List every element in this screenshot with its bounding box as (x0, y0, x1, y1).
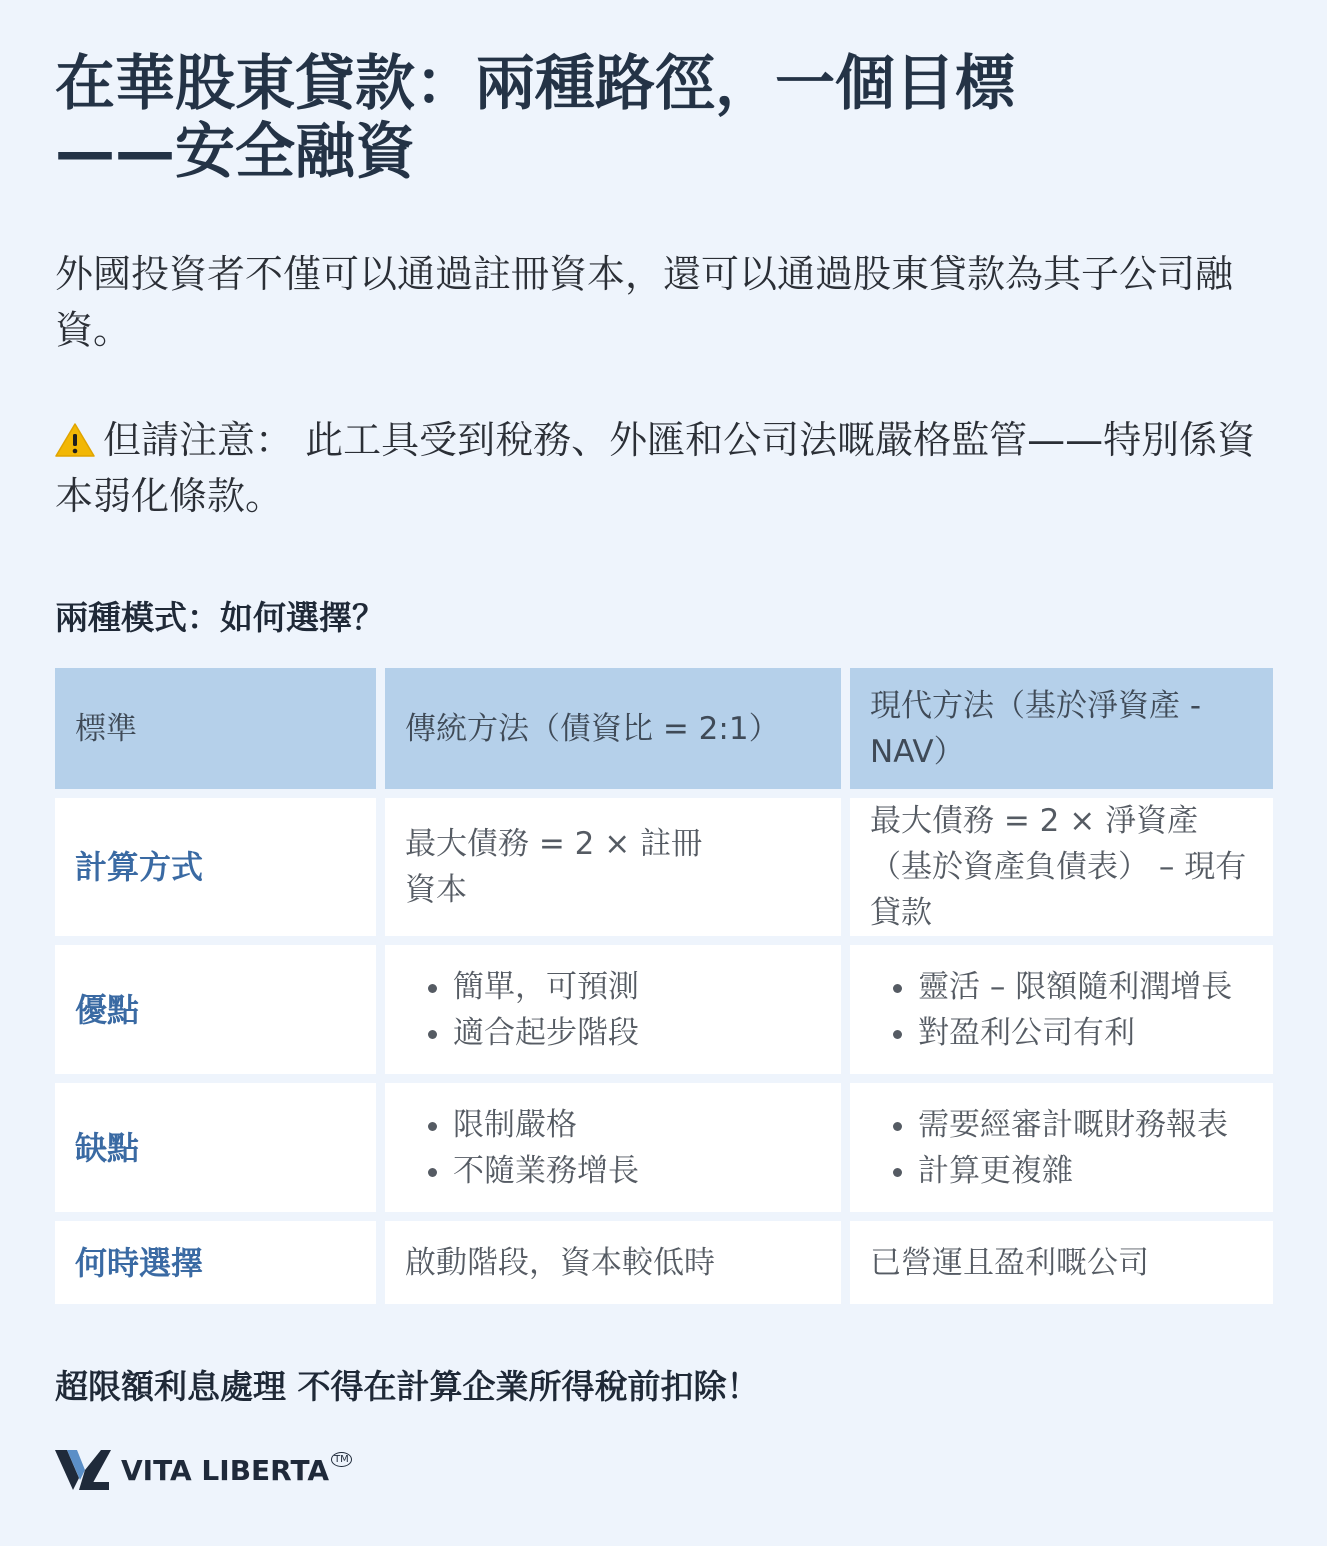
list-item: • 簡單，可預測 (453, 964, 821, 1010)
footer-note: 超限額利息處理 不得在計算企業所得稅前扣除！ (55, 1367, 760, 1406)
header-criterion: 標準 (55, 668, 385, 798)
list-item: • 計算更複雜 (918, 1148, 1253, 1194)
list-item: • 適合起步階段 (453, 1010, 821, 1056)
table-header-row (55, 668, 1273, 798)
bullet-list (405, 964, 821, 1056)
row-label-calculation: 計算方式 (55, 798, 385, 945)
intro-paragraph: 外國投資者不僅可以通過註冊資本，還可以通過股東貸款為其子公司融資。 (55, 252, 1234, 352)
cell-text: 最大債務 = 2 × 註冊資本 (405, 826, 703, 908)
warning-icon (55, 423, 95, 457)
list-item: • 不隨業務增長 (453, 1148, 821, 1194)
cell-traditional-cons (385, 1083, 850, 1221)
row-label-cons: 缺點 (55, 1083, 385, 1221)
table-row (55, 945, 1273, 1083)
cell-traditional-calculation (385, 798, 850, 945)
cell-modern-pros (850, 945, 1273, 1083)
row-label-when: 何時選擇 (55, 1221, 385, 1313)
page-title (55, 50, 1055, 186)
header-modern: 現代方法（基於淨資產 - NAV） (850, 668, 1273, 798)
list-item: • 需要經審計嘅財務報表 (918, 1102, 1253, 1148)
table-row (55, 798, 1273, 945)
cell-modern-calculation: 最大債務 = 2 × 淨資產（基於資產負債表） – 現有貸款 (850, 798, 1273, 945)
cell-traditional-pros (385, 945, 850, 1083)
warning-text: 但請注意： 此工具受到稅務、外匯和公司法嘅嚴格監管——特別係資本弱化條款。 (55, 418, 1256, 518)
bullet-list (405, 1102, 821, 1194)
list-item: • 靈活 – 限額隨利潤增長 (918, 964, 1253, 1010)
list-item: • 限制嚴格 (453, 1102, 821, 1148)
section-heading: 兩種模式：如何選擇？ (55, 598, 385, 637)
list-item: • 對盈利公司有利 (918, 1010, 1253, 1056)
table-row (55, 1083, 1273, 1221)
row-label-pros: 優點 (55, 945, 385, 1083)
bullet-list (870, 1102, 1253, 1194)
cell-traditional-when: 啟動階段，資本較低時 (385, 1221, 850, 1313)
logo-wordmark: VITA LIBERTA (121, 1453, 330, 1487)
trademark-mark: TM (331, 1452, 352, 1467)
title-line-1: 在華股東貸款：兩種路徑，一個目標 (55, 49, 1015, 119)
logo-mark-icon (55, 1448, 111, 1492)
comparison-table (55, 668, 1273, 1313)
bullet-list (870, 964, 1253, 1056)
page (55, 50, 1273, 1409)
cell-modern-when: 已營運且盈利嘅公司 (850, 1221, 1273, 1313)
warning-paragraph (55, 412, 1273, 524)
table-row (55, 1221, 1273, 1313)
vita-liberta-logo (55, 1448, 352, 1492)
title-line-2: ——安全融資 (55, 117, 415, 187)
logo-text (121, 1454, 352, 1487)
cell-modern-cons (850, 1083, 1273, 1221)
header-traditional: 傳統方法（債資比 = 2:1） (385, 668, 850, 798)
